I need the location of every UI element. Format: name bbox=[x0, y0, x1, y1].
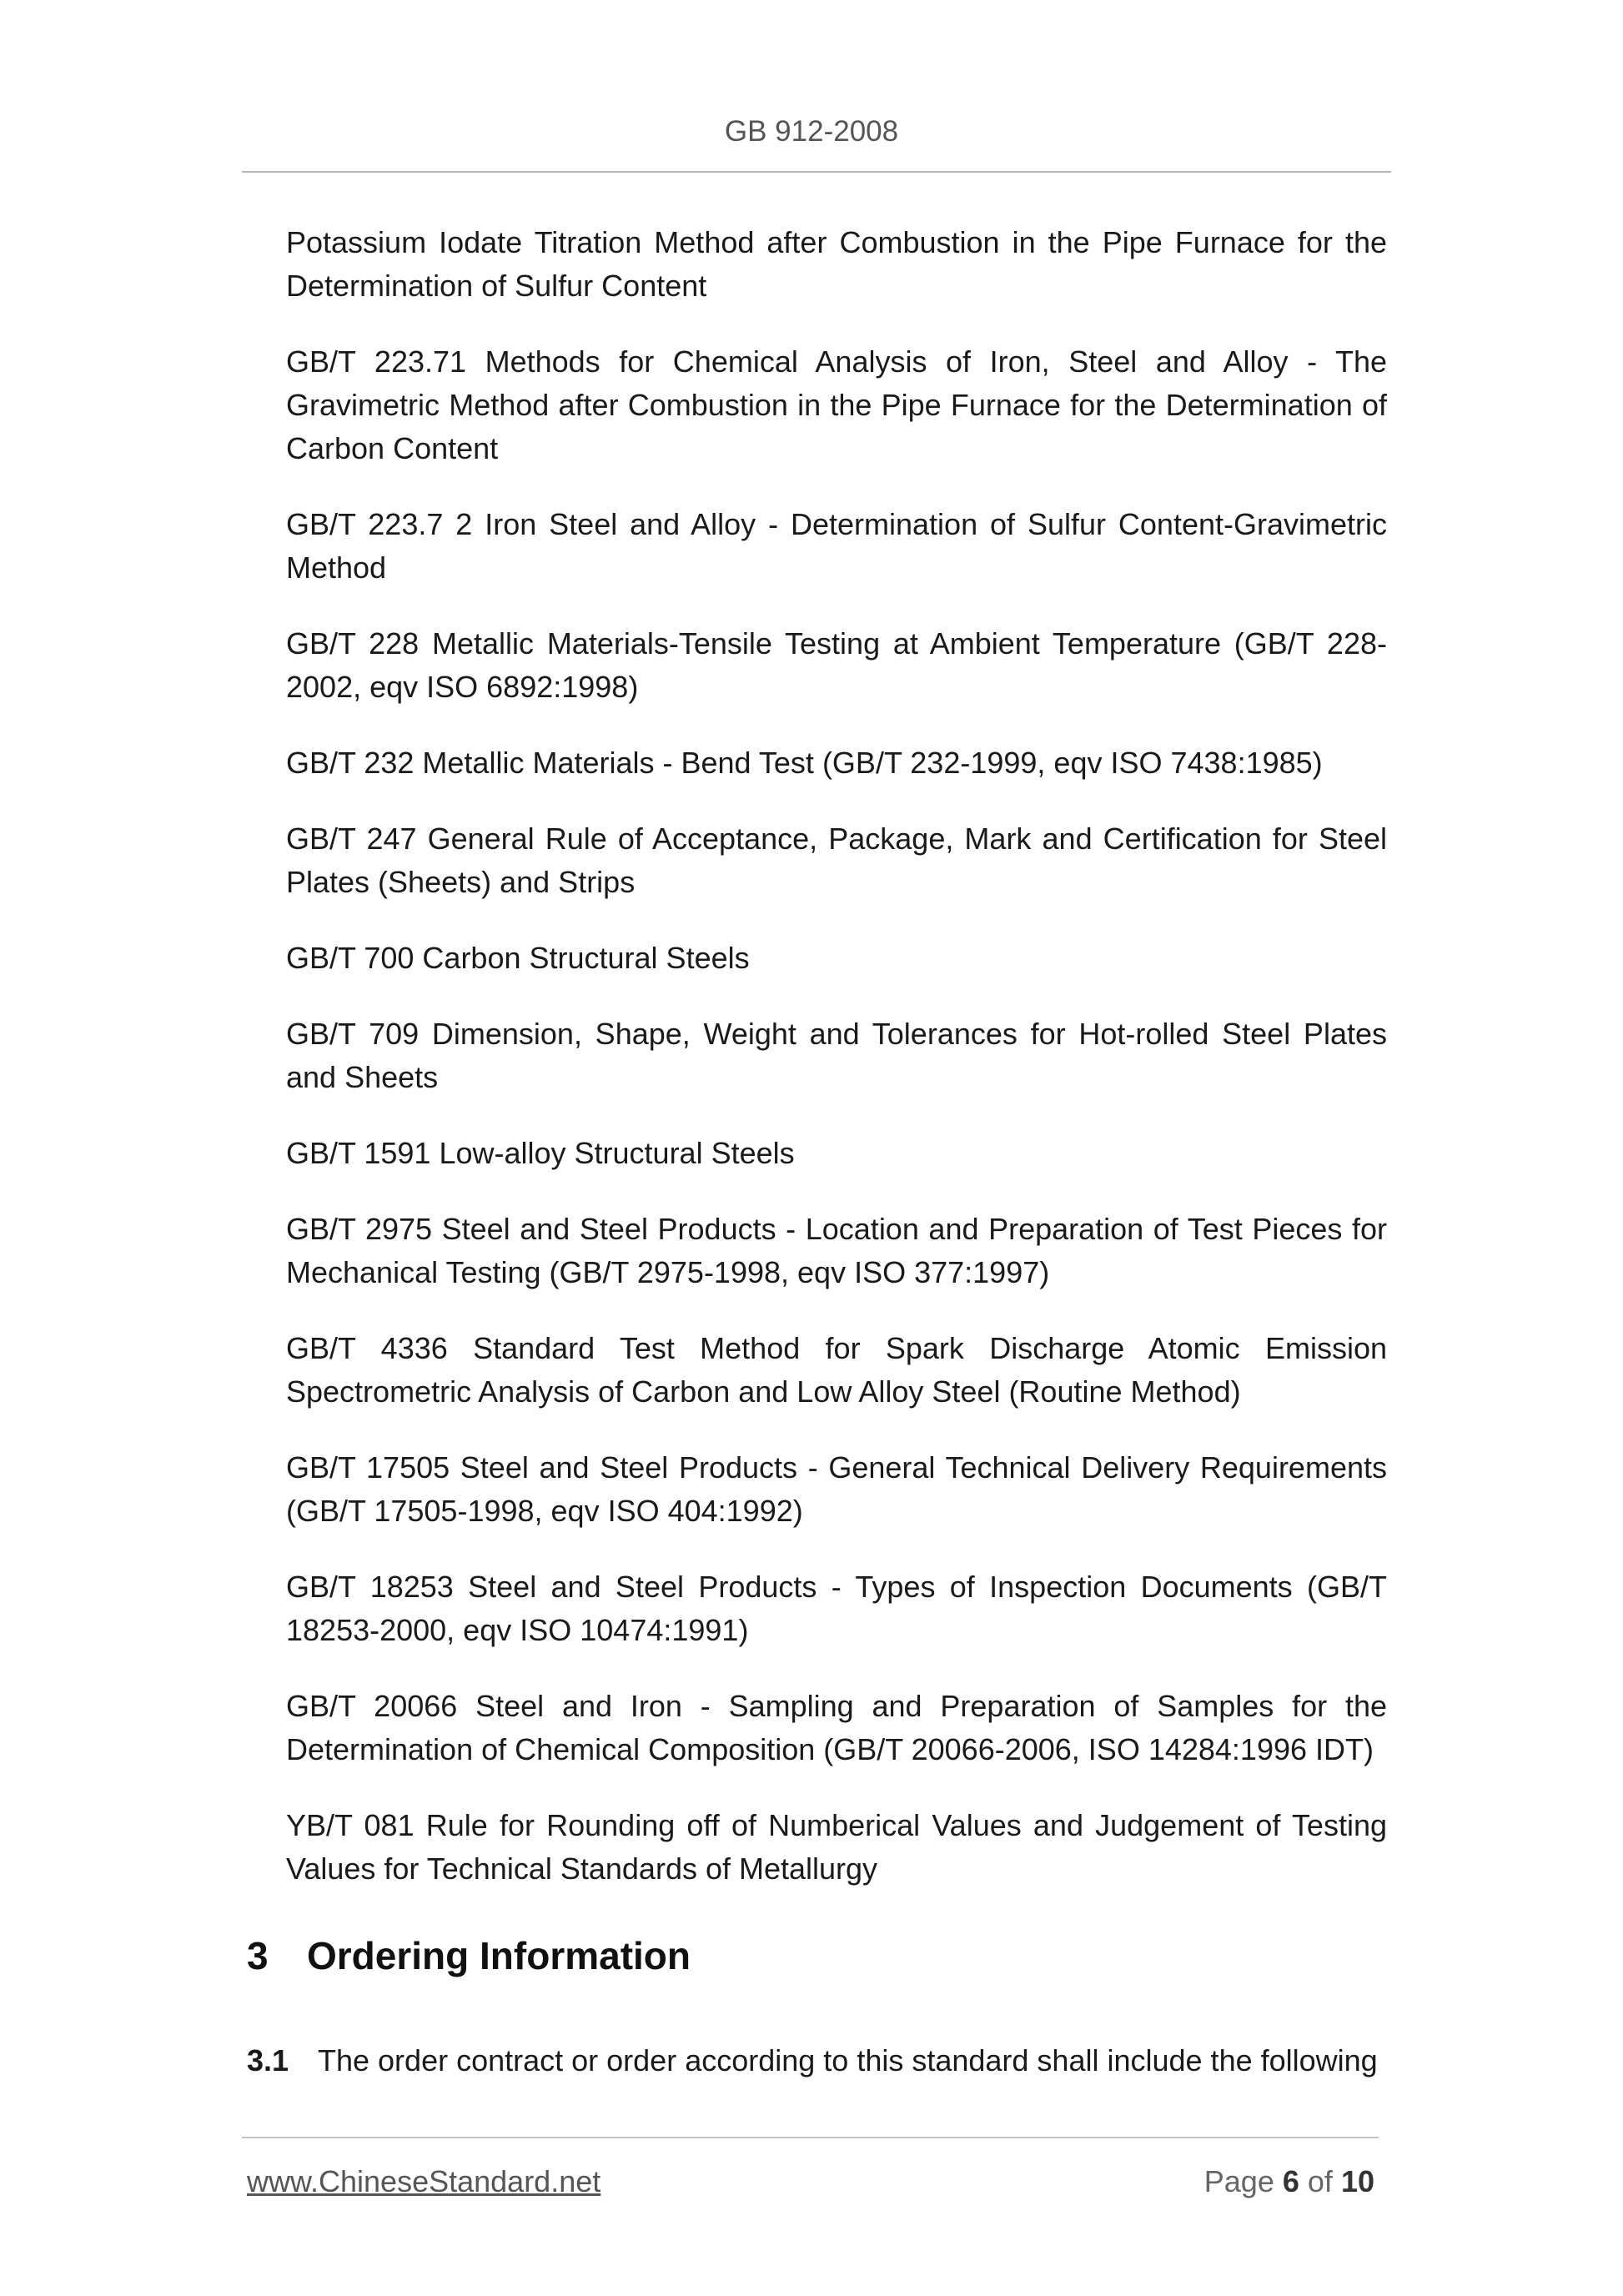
page-current: 6 bbox=[1282, 2164, 1299, 2198]
clause-text: The order contract or order according to this standard shall include the following bbox=[318, 2043, 1378, 2077]
section-number: 3 bbox=[247, 1934, 269, 1977]
reference-item: GB/T 223.7 2 Iron Steel and Alloy - Determination of Sulfur Content-Gravimetric Method bbox=[286, 507, 1387, 585]
page-number bbox=[1204, 2164, 1374, 2199]
reference-item: GB/T 2975 Steel and Steel Products - Location and Preparation of Test Pieces for Mechanical Testing (GB/T 2975-1998, eqv ISO 377:1997) bbox=[286, 1212, 1387, 1289]
website-link[interactable]: www.ChineseStandard.net bbox=[247, 2164, 601, 2198]
reference-item: GB/T 4336 Standard Test Method for Spark Discharge Atomic Emission Spectrometric Analysis of Carbon and Low Alloy Steel (Routine Method) bbox=[286, 1331, 1387, 1409]
reference-item: GB/T 20066 Steel and Iron - Sampling and Preparation of Samples for the Determination of Chemical Composition (GB/T 20066-2006, ISO 14284:1996 IDT) bbox=[286, 1689, 1387, 1766]
reference-item: GB/T 18253 Steel and Steel Products - Types of Inspection Documents (GB/T 18253-2000, eqv ISO 10474:1991) bbox=[286, 1570, 1387, 1647]
reference-item: GB/T 709 Dimension, Shape, Weight and Tolerances for Hot-rolled Steel Plates and Sheets bbox=[286, 1017, 1387, 1094]
normative-references-list bbox=[286, 221, 1387, 1923]
clause-paragraph bbox=[247, 2039, 1387, 2082]
reference-item: GB/T 228 Metallic Materials-Tensile Testing at Ambient Temperature (GB/T 228-2002, eqv ISO 6892:1998) bbox=[286, 626, 1387, 704]
reference-item: GB/T 700 Carbon Structural Steels bbox=[286, 941, 750, 975]
page-of: of bbox=[1307, 2164, 1333, 2198]
section-title: Ordering Information bbox=[307, 1934, 691, 1977]
reference-item: GB/T 223.71 Methods for Chemical Analysis of Iron, Steel and Alloy - The Gravimetric Method after Combustion in the Pipe Furnace for the Determination of Carbon Content bbox=[286, 344, 1387, 465]
document-header-title: GB 912-2008 bbox=[724, 115, 899, 148]
page-total: 10 bbox=[1340, 2164, 1374, 2198]
reference-item: GB/T 1591 Low-alloy Structural Steels bbox=[286, 1136, 795, 1170]
footer-divider bbox=[242, 2137, 1379, 2138]
header-divider bbox=[242, 171, 1391, 173]
reference-item: YB/T 081 Rule for Rounding off of Numberical Values and Judgement of Testing Values for Technical Standards of Metallurgy bbox=[286, 1808, 1387, 1886]
section-heading bbox=[247, 1933, 691, 1978]
clause-number: 3.1 bbox=[247, 2043, 289, 2077]
page-prefix: Page bbox=[1203, 2164, 1274, 2198]
reference-item: GB/T 17505 Steel and Steel Products - General Technical Delivery Requirements (GB/T 17505-1998, eqv ISO 404:1992) bbox=[286, 1450, 1387, 1528]
reference-item: Potassium Iodate Titration Method after Combustion in the Pipe Furnace for the Determination of Sulfur Content bbox=[286, 225, 1387, 303]
reference-item: GB/T 247 General Rule of Acceptance, Package, Mark and Certification for Steel Plates (Sheets) and Strips bbox=[286, 821, 1387, 899]
reference-item: GB/T 232 Metallic Materials - Bend Test (GB/T 232-1999, eqv ISO 7438:1985) bbox=[286, 746, 1323, 780]
